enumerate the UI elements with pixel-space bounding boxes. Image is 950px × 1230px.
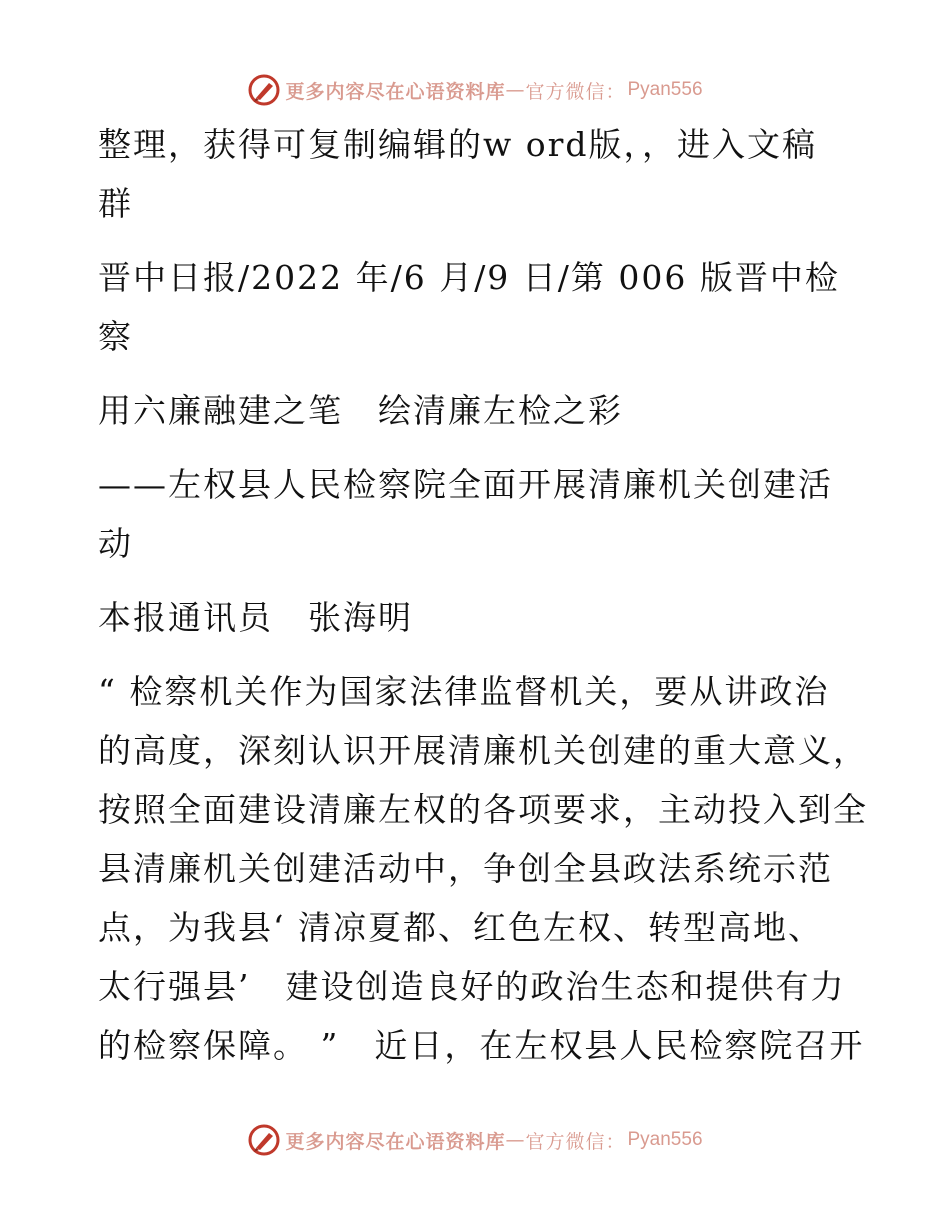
article-byline: 本报通讯员 张海明 (98, 598, 413, 637)
text-line: 晋中日报/2022 年/6 月/9 日/第 006 版晋中检 (98, 258, 840, 297)
banner-wechat-id: Pyan556 (627, 79, 703, 100)
pen-logo-icon (247, 1123, 281, 1157)
article-subtitle: ——左权县人民检察院全面开展清廉机关创建活 (98, 465, 833, 504)
banner-wechat-label: 官方微信： (525, 80, 626, 103)
banner-dash: — (505, 1129, 526, 1151)
text-line: 的高度，深刻认识开展清廉机关创建的重大意义， (98, 731, 868, 770)
text-line: 县清廉机关创建活动中，争创全县政法系统示范 (98, 849, 833, 888)
banner-wechat-id: Pyan556 (627, 1129, 703, 1150)
banner-text: 更多内容尽在心语资料库 (285, 1130, 506, 1153)
text-line: 动 (98, 524, 133, 563)
article-title: 用六廉融建之笔 绘清廉左检之彩 (98, 391, 623, 430)
text-line: 点，为我县‘ 清凉夏都、红色左权、转型高地、 (98, 908, 823, 947)
header-banner (0, 70, 950, 110)
banner-text: 更多内容尽在心语资料库 (285, 80, 506, 103)
pen-logo-icon (247, 73, 281, 107)
text-line: 的检察保障。 ” 近日，在左权县人民检察院召开 (98, 1026, 865, 1065)
banner-dash: — (505, 79, 526, 101)
text-line: 群 (98, 184, 133, 223)
footer-banner (0, 1120, 950, 1160)
banner-wechat-label: 官方微信： (525, 1130, 626, 1153)
text-line: 按照全面建设清廉左权的各项要求，主动投入到全 (98, 790, 868, 829)
text-line: 察 (98, 317, 133, 356)
text-line: 太行强县’ 建设创造良好的政治生态和提供有力 (98, 967, 846, 1006)
text-line: “ 检察机关作为国家法律监督机关，要从讲政治 (98, 672, 830, 711)
text-line: 整理，获得可复制编辑的w ord版，，进入文稿 (98, 125, 818, 164)
